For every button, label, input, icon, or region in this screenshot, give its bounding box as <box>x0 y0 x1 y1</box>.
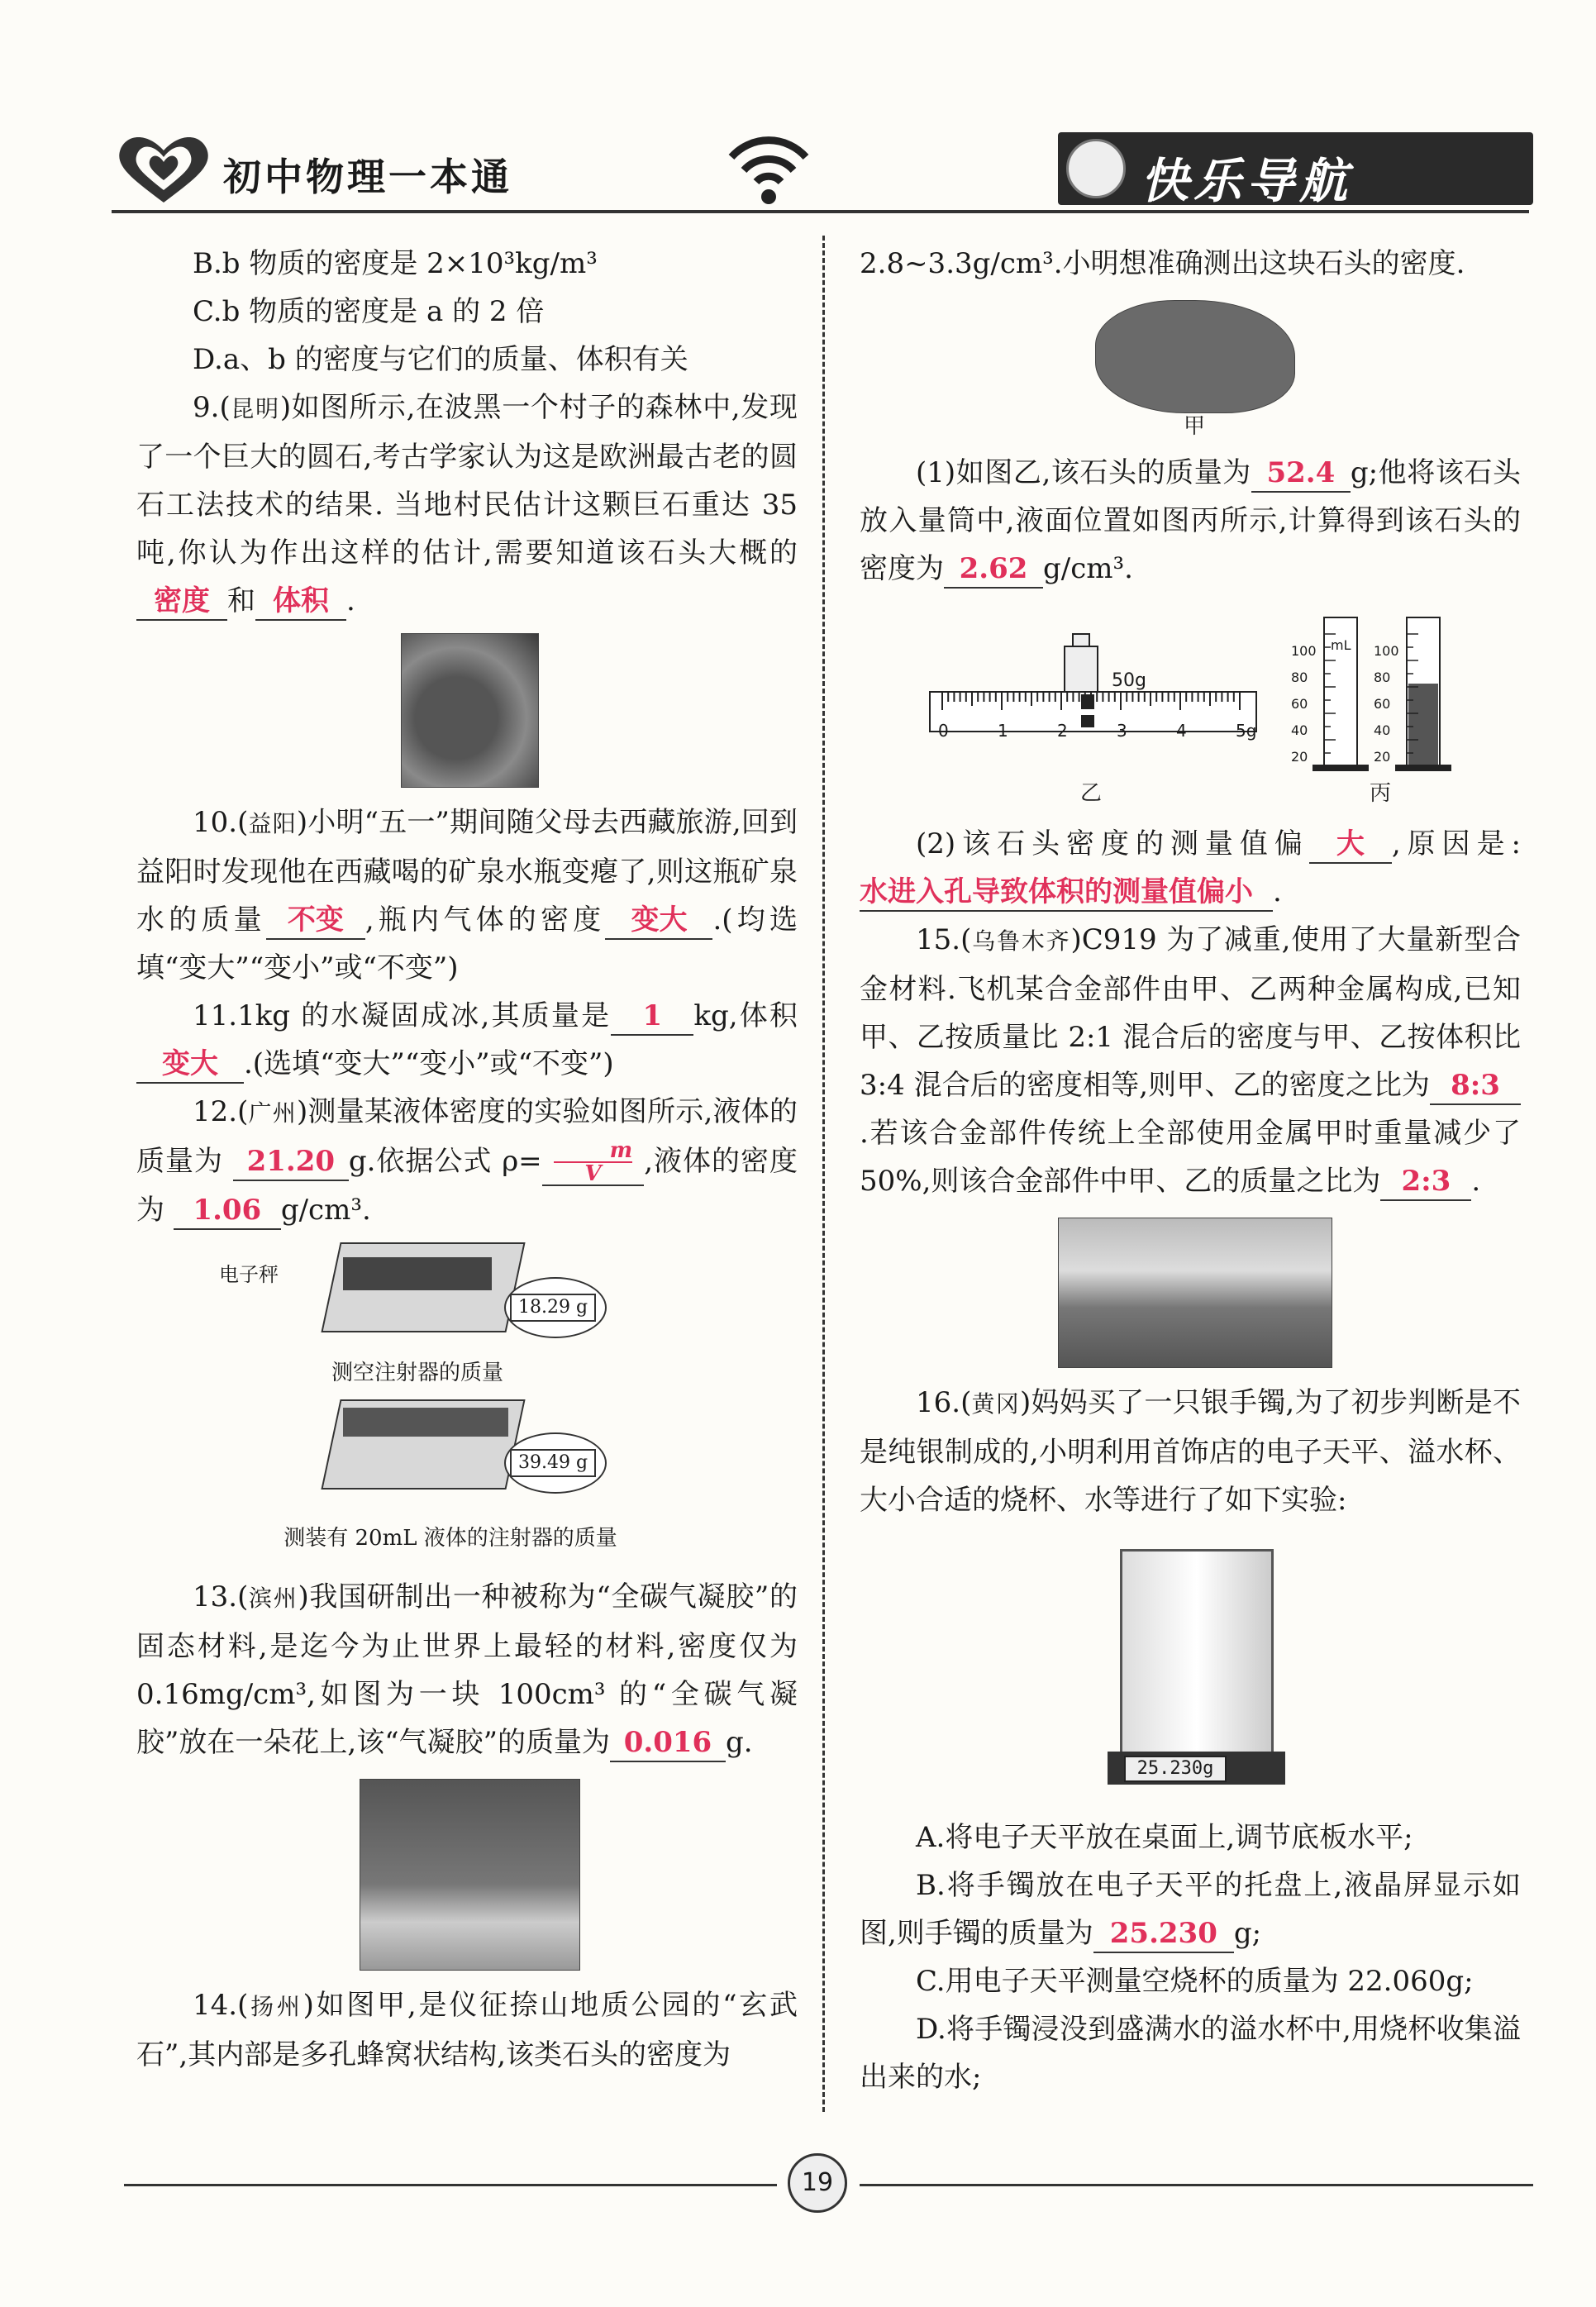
scale-tick-label: 3 <box>1117 721 1127 741</box>
formula-fraction: $\frac{m}{V}$ <box>542 1140 645 1186</box>
footer-rule-left <box>124 2184 777 2186</box>
cylinder-tick-label: 40 <box>1374 722 1391 738</box>
column-divider <box>822 236 825 2112</box>
cylinder-tick-label: 20 <box>1291 749 1308 765</box>
answer-blank: 水进入孔导致体积的测量值偏小 <box>860 874 1273 912</box>
hand-pointer-icon <box>1066 139 1126 198</box>
answer-blank: 21.20 <box>233 1143 349 1181</box>
scale-reading-1: 18.29 g <box>510 1294 596 1322</box>
question-14: 14.(扬州)如图甲,是仪征捺山地质公园的“玄武石”,其内部是多孔蜂窝状结构,该类石头的密度为 <box>136 1989 798 2071</box>
question-11: 11.1kg 的水凝固成冰,其质量是 1 kg,体积 变大 .(选填“变大”“变小”或“不变”) <box>136 992 798 1088</box>
answer-blank: 52.4 <box>1251 455 1351 493</box>
answer-blank: 2:3 <box>1380 1163 1471 1201</box>
option-d: D.a、b 的密度与它们的质量、体积有关 <box>193 343 688 376</box>
question-12: 12.(广州)测量某液体密度的实验如图所示,液体的质量为 21.20 g.依据公式 ρ= $\frac{m}{V}$,液体的密度为 1.06 g/cm³. <box>136 1088 798 1234</box>
scale-cylinder-figure <box>860 601 1521 812</box>
badge-text: 快乐导航 <box>1141 153 1353 209</box>
answer-blank: 8:3 <box>1430 1067 1521 1105</box>
cylinder-tick-label: 40 <box>1291 722 1308 738</box>
question-10: 10.(益阳)小明“五一”期间随父母去西藏旅游,回到益阳时发现他在西藏喝的矿泉水瓶变瘪了,则这瓶矿泉水的质量 不变 ,瓶内气体的密度 变大 .(均选填“变大”“变小”或“不变”) <box>136 806 798 984</box>
cylinder-tick-label: 80 <box>1291 670 1308 685</box>
question-14-part-2: (2)该石头密度的测量值偏 大 ,原因是: 水进入孔导致体积的测量值偏小 . <box>860 820 1521 916</box>
section-badge <box>1058 132 1533 209</box>
answer-blank: 25.230 <box>1093 1915 1234 1953</box>
book-title: 初中物理一本通 <box>223 155 512 199</box>
page-header <box>0 0 1596 223</box>
scale-tick-label: 5g <box>1236 721 1257 741</box>
heart-logo-icon <box>114 132 213 210</box>
cylinder-tick-label: 100 <box>1291 643 1317 659</box>
question-16: 16.(黄冈)妈妈买了一只银手镯,为了初步判断是不是纯银制成的,小明利用首饰店的电子天平、溢水杯、大小合适的烧杯、水等进行了如下实验: <box>860 1386 1521 1517</box>
syringe-1 <box>343 1257 492 1290</box>
cylinder-tick-label: 60 <box>1374 696 1391 712</box>
answer-blank: 1.06 <box>174 1192 281 1230</box>
left-column <box>136 240 798 2079</box>
boulder-photo <box>401 633 539 788</box>
right-column <box>860 240 1521 2101</box>
cylinder-unit: mL <box>1413 637 1434 653</box>
airplane-figure <box>860 1213 1521 1370</box>
scale-tick-label: 2 <box>1057 721 1068 741</box>
scale-tick-label: 4 <box>1176 721 1187 741</box>
stone-photo <box>1095 300 1295 413</box>
answer-blank: 变大 <box>605 902 712 940</box>
answer-blank: 大 <box>1309 826 1392 864</box>
cylinder-tick-label: 80 <box>1374 670 1391 685</box>
aerogel-figure <box>136 1775 798 1973</box>
answer-blank: 不变 <box>266 902 365 940</box>
cylinder-tick-label: 20 <box>1374 749 1391 765</box>
airplane-photo <box>1058 1218 1332 1368</box>
cylinder-tick-label: 60 <box>1291 696 1308 712</box>
header-rule <box>112 210 1529 213</box>
question-14-cont: 2.8~3.3g/cm³.小明想准确测出这块石头的密度. <box>860 247 1465 280</box>
figure-label: 甲 <box>1183 414 1205 439</box>
answer-blank: 体积 <box>255 583 346 621</box>
scale-tick-label: 0 <box>938 721 949 741</box>
option-c: C.b 物质的密度是 a 的 2 倍 <box>193 295 545 328</box>
answer-blank: 1 <box>611 998 693 1036</box>
electronic-balance-figure <box>860 1532 1521 1805</box>
cylinder-tick-label: 100 <box>1374 643 1399 659</box>
scale-label: 电子秤 <box>219 1263 279 1286</box>
aerogel-photo <box>360 1779 580 1971</box>
stone-figure <box>860 296 1521 441</box>
question-9: 9.(昆明)如图所示,在波黑一个村子的森林中,发现了一个巨大的圆石,考古学家认为这是欧洲最古老的圆石工法技术的结果. 当地村民估计这颗巨石重达 35 吨,你认为作出这样的估计,需要知道该石头大概的密度 和 体积 . <box>136 384 798 625</box>
question-15: 15.(乌鲁木齐)C919 为了减重,使用了大量新型合金材料.飞机某合金部件由甲、乙两种金属构成,已知甲、乙按质量比 2:1 混合后的密度与甲、乙按体积比 3:4 混合后的密度相等,则甲、乙的密度之比为 8:3.若该合金部件传统上全部使用金属甲时重量减少了 50%,则该合金部件中甲、乙的质量之比为 2:3 . <box>860 916 1521 1205</box>
figure-caption: 测装有 20mL 液体的注射器的质量 <box>283 1526 617 1551</box>
scale-tick-label: 1 <box>998 721 1008 741</box>
step-d: D.将手镯浸没到盛满水的溢水杯中,用烧杯收集溢出来的水; <box>860 2013 1521 2094</box>
step-c: C.用电子天平测量空烧杯的质量为 22.060g; <box>916 1965 1474 1998</box>
figure-label: 乙 <box>1079 781 1102 806</box>
step-a: A.将电子天平放在桌面上,调节底板水平; <box>916 1821 1413 1854</box>
syringe-2 <box>343 1408 508 1437</box>
boulder-figure <box>136 633 798 790</box>
scale-reading-2: 39.49 g <box>510 1449 596 1477</box>
footer-rule-right <box>860 2184 1533 2186</box>
answer-blank: 0.016 <box>610 1724 726 1762</box>
balance-cabinet <box>1120 1549 1274 1761</box>
balance-display: 25.230g <box>1124 1756 1227 1782</box>
cylinder-unit: mL <box>1331 637 1351 653</box>
option-b: B.b 物质的密度是 2×10³kg/m³ <box>193 247 598 280</box>
answer-blank: 变大 <box>136 1046 244 1084</box>
figure-caption: 测空注射器的质量 <box>331 1361 503 1385</box>
answer-blank: 2.62 <box>944 551 1043 589</box>
figure-label: 丙 <box>1369 781 1391 806</box>
step-b: B.将手镯放在电子天平的托盘上,液晶屏显示如图,则手镯的质量为 25.230 g; <box>860 1861 1521 1957</box>
weight-label: 50g <box>1112 670 1146 691</box>
wifi-icon <box>727 124 810 210</box>
question-14-part-1: (1)如图乙,该石头的质量为 52.4 g;他将该石头放入量筒中,液面位置如图丙所示,计算得到该石头的密度为 2.62 g/cm³. <box>860 449 1521 593</box>
syringe-scale-figure <box>136 1242 798 1565</box>
question-13: 13.(滨州)我国研制出一种被称为“全碳气凝胶”的固态材料,是迄今为止世界上最轻的材料,密度仅为 0.16mg/cm³,如图为一块 100cm³ 的“全碳气凝胶”放在一朵花上,该“气凝胶”的质量为 0.016 g. <box>136 1573 798 1766</box>
page-number: 19 <box>788 2153 847 2213</box>
answer-blank: 密度 <box>136 583 227 621</box>
